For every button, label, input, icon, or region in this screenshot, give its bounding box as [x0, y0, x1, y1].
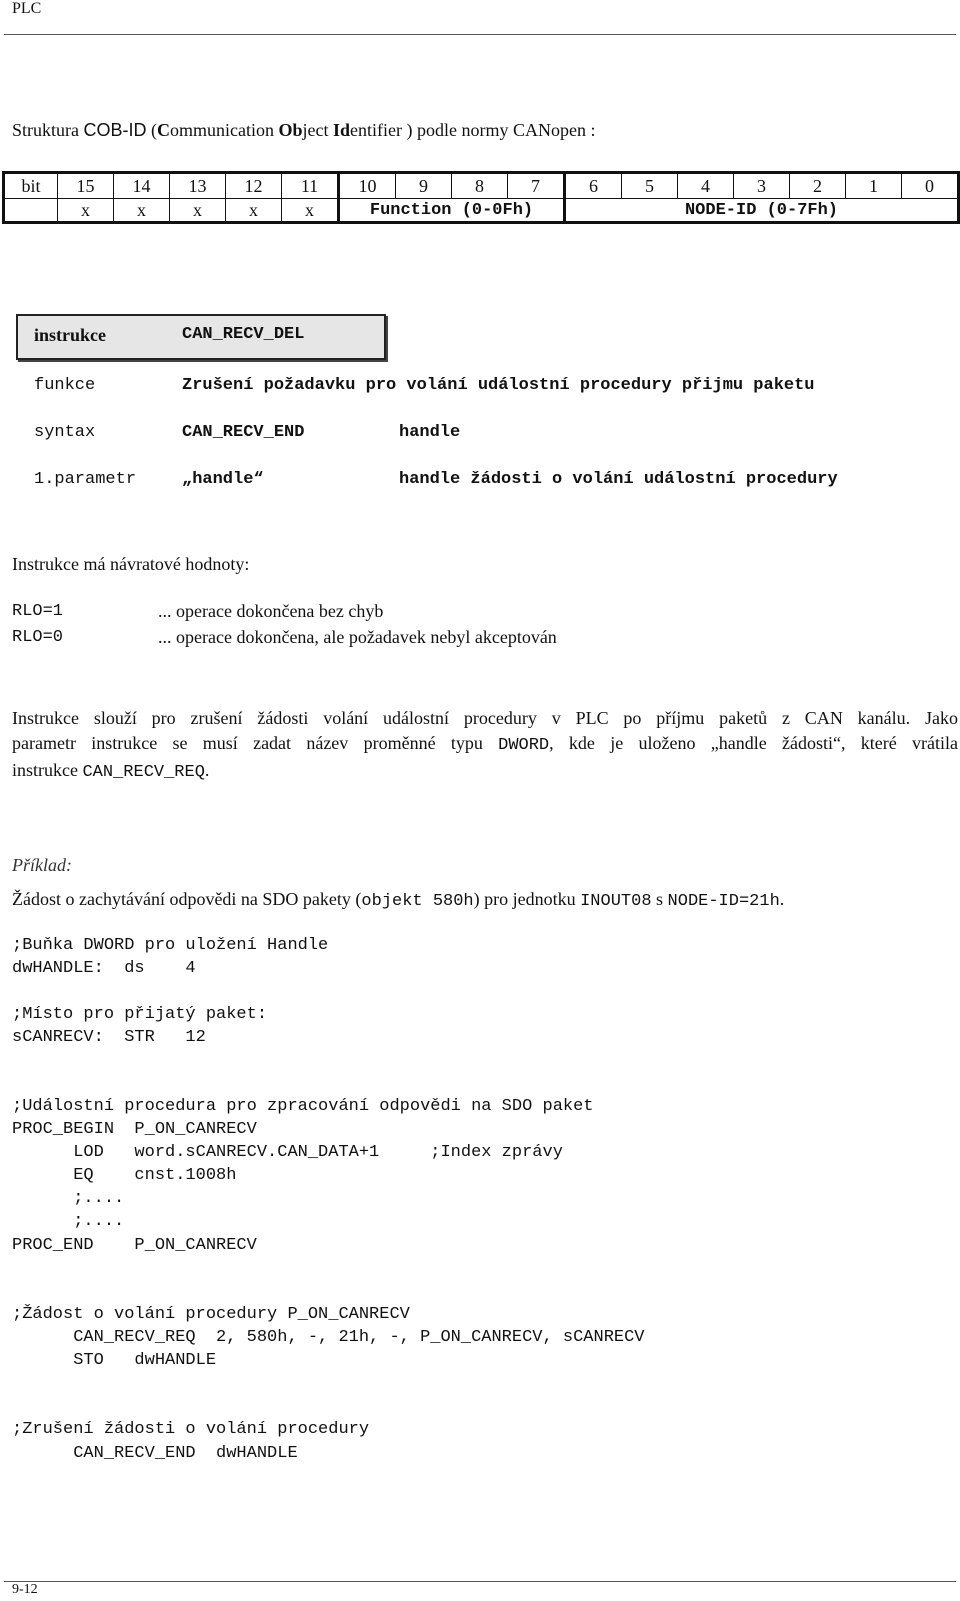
bit-cell: 10: [339, 173, 396, 199]
description-paragraph: [12, 706, 958, 785]
reserved-cell: x: [114, 199, 170, 223]
rlo0-description: ... operace dokončena, ale požadavek nebyl akceptován: [158, 627, 557, 647]
description-code: CAN_RECV_REQ: [82, 763, 205, 782]
param1-label: 1.parametr: [34, 470, 137, 489]
code-line: ;Zrušení žádosti o volání procedury: [12, 1420, 370, 1439]
code-line: PROC_BEGIN P_ON_CANRECV: [12, 1120, 257, 1139]
example-intro-code: objekt 580h: [361, 892, 474, 911]
bit-cell: 1: [846, 173, 902, 199]
syntax-param: handle: [399, 423, 461, 442]
bit-cell: 4: [678, 173, 734, 199]
example-label: Příklad:: [12, 855, 72, 875]
code-line: dwHANDLE: ds 4: [12, 959, 196, 978]
description-line: Instrukce slouží pro zrušení žádosti volání událostní procedury v PLC po příjmu paketů z CAN kanálu. Jako: [12, 708, 958, 728]
description-text: parametr instrukce se musí zadat název proměnné typu: [12, 733, 499, 753]
cobid-heading-id: Id: [332, 120, 350, 140]
description-line: [12, 758, 958, 785]
code-line: CAN_RECV_END dwHANDLE: [12, 1444, 298, 1463]
syntax-value: CAN_RECV_END: [182, 423, 305, 442]
cobid-heading-rest: entifier ) podle normy CANopen :: [350, 120, 596, 140]
code-line: ;Žádost o volání procedury P_ON_CANRECV: [12, 1305, 410, 1324]
rlo1-description: ... operace dokončena bez chyb: [158, 601, 384, 621]
code-line: CAN_RECV_REQ 2, 580h, -, 21h, -, P_ON_CANRECV, sCANRECV: [12, 1328, 645, 1347]
code-line: ;Událostní procedura pro zpracování odpovědi na SDO paket: [12, 1097, 594, 1116]
example-intro-text: .: [779, 889, 785, 909]
description-text: instrukce: [12, 760, 83, 780]
cobid-heading-ob: Ob: [278, 120, 303, 140]
description-line: [12, 731, 958, 758]
page-header-title: PLC: [12, 0, 42, 17]
example-intro-text: ) pro jednotku: [473, 889, 581, 909]
page-number: 9-12: [12, 1582, 38, 1597]
rlo1-label: RLO=1: [12, 602, 64, 621]
instruction-label: instrukce: [34, 325, 106, 345]
empty-cell: [4, 199, 58, 223]
bit-cell: 12: [226, 173, 282, 199]
example-intro-text: s: [651, 889, 668, 909]
code-line: ;....: [12, 1189, 125, 1208]
code-line: sCANRECV: STR 12: [12, 1028, 206, 1047]
function-field: Function (0-0Fh): [339, 199, 565, 223]
code-line: ;....: [12, 1212, 125, 1231]
funkce-value: Zrušení požadavku pro volání událostní procedury přijmu paketu: [182, 376, 815, 395]
example-intro-text: Žádost o zachytávání odpovědi na SDO pakety (: [12, 889, 362, 909]
code-line: LOD word.sCANRECV.CAN_DATA+1 ;Index zprávy: [12, 1143, 563, 1162]
description-text: .: [204, 760, 210, 780]
code-line: EQ cnst.1008h: [12, 1166, 237, 1185]
bit-label-cell: bit: [4, 173, 58, 199]
header-divider: [4, 34, 956, 35]
bit-cell: 6: [565, 173, 622, 199]
cobid-heading-ommunication: ommunication: [170, 120, 279, 140]
cobid-heading-c: C: [157, 120, 170, 140]
returns-title: Instrukce má návratové hodnoty:: [12, 554, 250, 574]
reserved-cell: x: [170, 199, 226, 223]
bit-cell: 7: [508, 173, 565, 199]
cobid-bit-table: [2, 171, 960, 224]
cobid-heading-ject: ject: [302, 120, 333, 140]
bit-cell: 0: [902, 173, 959, 199]
description-code: DWORD: [498, 736, 550, 755]
reserved-cell: x: [282, 199, 339, 223]
example-intro: [12, 889, 784, 911]
cobid-heading-open: (: [146, 120, 157, 140]
instruction-name: CAN_RECV_DEL: [182, 325, 305, 344]
param1-description: handle žádosti o volání událostní procedury: [399, 470, 838, 489]
bit-cell: 2: [790, 173, 846, 199]
reserved-cell: x: [58, 199, 114, 223]
bit-cell: 15: [58, 173, 114, 199]
code-line: ;Místo pro přijatý paket:: [12, 1005, 268, 1024]
bit-cell: 8: [452, 173, 508, 199]
param1-name: „handle“: [182, 470, 264, 489]
code-line: STO dwHANDLE: [12, 1351, 217, 1370]
bit-cell: 11: [282, 173, 339, 199]
reserved-cell: x: [226, 199, 282, 223]
description-text: , kde je uloženo „handle žádosti“, které vrátila: [549, 733, 958, 753]
example-intro-code: INOUT08: [580, 892, 652, 911]
nodeid-field: NODE-ID (0-7Fh): [565, 199, 959, 223]
bit-cell: 14: [114, 173, 170, 199]
bit-cell: 5: [622, 173, 678, 199]
code-line: PROC_END P_ON_CANRECV: [12, 1236, 257, 1255]
cobid-heading-prefix: Struktura: [12, 120, 84, 140]
bit-cell: 9: [396, 173, 452, 199]
syntax-label: syntax: [34, 423, 96, 442]
cobid-heading-cobid: COB-ID: [83, 120, 147, 140]
bit-cell: 13: [170, 173, 226, 199]
code-line: ;Buňka DWORD pro uložení Handle: [12, 936, 329, 955]
bit-cell: 3: [734, 173, 790, 199]
funkce-label: funkce: [34, 376, 96, 395]
example-intro-code: NODE-ID=21h: [667, 892, 780, 911]
cobid-heading: [12, 120, 595, 141]
footer-divider: [4, 1581, 956, 1582]
rlo0-label: RLO=0: [12, 628, 64, 647]
